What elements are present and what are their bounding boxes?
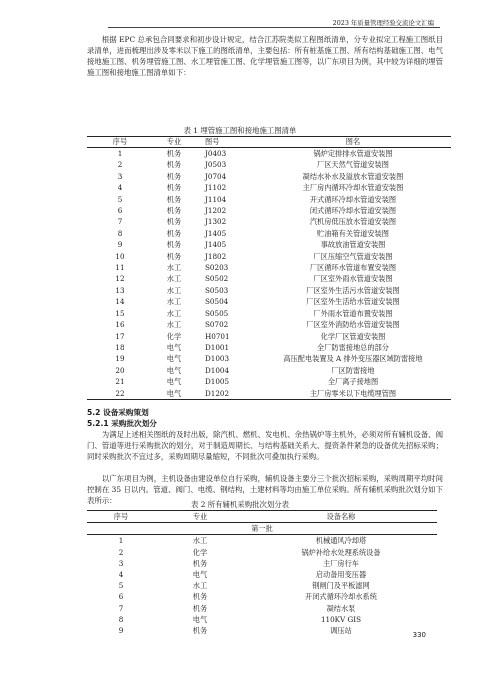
table-row xyxy=(87,228,451,239)
cell-no: 7 xyxy=(117,217,123,227)
table-row xyxy=(87,159,451,170)
cell-drawing-name: 凝结水补水及溢放水管道安装图 xyxy=(302,171,404,181)
table-row xyxy=(87,535,437,547)
cell-drawing-name: 厂外雨水管道布置安装图 xyxy=(313,308,393,318)
cell-specialty: 机务 xyxy=(166,183,182,193)
cell-specialty: 机务 xyxy=(166,206,182,216)
table-row xyxy=(87,331,451,342)
header-drawing-name: 图名 xyxy=(255,137,451,148)
table-row xyxy=(87,171,451,182)
cell-equipment-name: 开闭式循环冷却水系统 xyxy=(305,592,377,602)
cell-specialty: 机务 xyxy=(166,149,182,158)
table-row xyxy=(87,182,451,193)
cell-specialty: 机务 xyxy=(166,240,182,250)
table-row xyxy=(87,625,437,636)
cell-drawing-name: 开式循环冷却水管道安装图 xyxy=(309,194,397,204)
cell-drawing-name: 厂区循环水管道布置安装图 xyxy=(309,263,397,273)
intro-text: 根据 EPC 总承包合同要求和初步设计规定，结合江苏院类似工程图纸清单，分专业拟定工程施工图纸目录清单，进而梳理出涉及零米以下施工的图纸清单，主要包括：所有桩基施工图、所有结构基础施工图、电气接地施工图、机务埋管施工图、水工埋管施工图、化学埋管施工图等，以广东项目为例，其中较为详细的埋管施工图和接地施工图清单如下： xyxy=(87,35,443,77)
cell-no: 21 xyxy=(115,377,125,387)
cell-drawing-no: J1405 xyxy=(205,228,227,238)
table-row xyxy=(87,603,437,614)
cell-no: 11 xyxy=(115,263,125,273)
cell-specialty: 水工 xyxy=(166,320,182,330)
table-row xyxy=(87,319,451,330)
cell-specialty: 化学 xyxy=(192,547,208,557)
cell-specialty: 机务 xyxy=(192,626,208,636)
batch-row xyxy=(87,523,437,535)
cell-specialty: 机务 xyxy=(166,251,182,261)
paragraph-batch-division xyxy=(87,430,443,463)
header-equipment-name: 设备名称 xyxy=(245,511,437,523)
cell-drawing-no: D1001 xyxy=(205,342,230,352)
table-row xyxy=(87,614,437,625)
cell-drawing-name: 锅炉定排排水管道安装图 xyxy=(313,149,393,158)
intro-paragraph xyxy=(87,35,443,79)
cell-no: 4 xyxy=(118,570,124,580)
cell-equipment-name: 110KV GIS xyxy=(320,614,362,624)
cell-specialty: 电气 xyxy=(192,570,208,580)
header-specialty: 专业 xyxy=(153,137,195,148)
cell-drawing-no: J1302 xyxy=(205,217,227,227)
cell-equipment-name: 主厂房行车 xyxy=(323,558,359,568)
cell-drawing-name: 事故放油管道安装图 xyxy=(320,240,386,250)
cell-drawing-no: J1202 xyxy=(205,206,227,216)
cell-specialty: 电气 xyxy=(166,377,182,387)
table-row xyxy=(87,194,451,205)
cell-no: 13 xyxy=(115,285,125,295)
table1-caption: 表 1 埋管施工图和接地施工图清单 xyxy=(183,126,297,135)
cell-drawing-name: 高压配电装置及 A 排外变压器区域防雷接地 xyxy=(283,354,423,364)
cell-drawing-name: 厂区防雷接地 xyxy=(331,365,375,375)
cell-drawing-no: J0403 xyxy=(205,149,227,158)
cell-no: 3 xyxy=(118,558,124,568)
cell-drawing-name: 贮油箱有关管道安装图 xyxy=(317,228,389,238)
cell-specialty: 水工 xyxy=(192,536,208,546)
cell-specialty: 水工 xyxy=(166,263,182,273)
cell-drawing-name: 全厂防雷接地总的部分 xyxy=(317,342,389,352)
cell-drawing-no: D1004 xyxy=(205,365,230,375)
cell-drawing-name: 厂区天然气管道安装图 xyxy=(317,160,389,170)
cell-specialty: 机务 xyxy=(166,160,182,170)
table1-header-row xyxy=(87,137,451,148)
cell-specialty: 机务 xyxy=(166,217,182,227)
cell-no: 12 xyxy=(115,274,125,284)
cell-drawing-no: J0503 xyxy=(205,160,227,170)
cell-drawing-no: D1005 xyxy=(205,377,230,387)
table-row xyxy=(87,558,437,569)
cell-no: 10 xyxy=(115,251,125,261)
cell-specialty: 电气 xyxy=(166,354,182,364)
table-row xyxy=(87,388,451,400)
cell-drawing-no: D1202 xyxy=(195,388,255,400)
cell-no: 5 xyxy=(117,194,123,204)
cell-specialty: 机务 xyxy=(166,194,182,204)
cell-drawing-no: S0702 xyxy=(205,320,229,330)
cell-equipment-name: 调压站 xyxy=(330,626,352,636)
batch-label: 第一批 xyxy=(87,523,437,535)
cell-specialty: 水工 xyxy=(166,297,182,307)
cell-drawing-name: 主厂房零米以下电缆埋管图 xyxy=(255,388,451,400)
cell-specialty: 机务 xyxy=(166,228,182,238)
cell-no: 9 xyxy=(117,240,123,250)
table-row xyxy=(87,591,437,602)
table-row xyxy=(87,342,451,353)
table-row xyxy=(87,547,437,558)
guangdong-example-text: 以广东项目为例，主机设备由建设单位自行采购，辅机设备主要分三个批次招标采购，采购周期平均时间控制在 35 日以内。管道、阀门、电缆、钢结构，土建材料等均由施工单位采购。所有辅机采购批次划分如下表所示： xyxy=(87,474,443,505)
section-heading-5-2: 5.2 设备采购策划 xyxy=(87,408,149,417)
table-row xyxy=(87,239,451,250)
drawing-list-table xyxy=(87,136,451,400)
cell-drawing-name: 厂区压缩空气管道安装图 xyxy=(313,251,393,261)
cell-no: 3 xyxy=(117,171,123,181)
cell-specialty: 水工 xyxy=(166,274,182,284)
cell-drawing-no: J1405 xyxy=(205,240,227,250)
cell-no: 1 xyxy=(118,536,124,546)
cell-drawing-no: S0504 xyxy=(205,297,229,307)
cell-drawing-no: J1102 xyxy=(205,183,227,193)
cell-specialty: 机务 xyxy=(166,171,182,181)
cell-no: 8 xyxy=(117,228,123,238)
table-row xyxy=(87,365,451,376)
cell-no: 5 xyxy=(118,581,124,591)
table-row xyxy=(87,580,437,591)
section-heading-5-2-1: 5.2.1 采购批次划分 xyxy=(87,419,157,428)
cell-specialty: 电气 xyxy=(192,614,208,624)
table-row xyxy=(87,216,451,227)
cell-no: 9 xyxy=(118,626,124,636)
cell-drawing-no: S0203 xyxy=(205,263,229,273)
cell-equipment-name: 锅炉补给水处理系统设备 xyxy=(301,547,381,557)
cell-no: 2 xyxy=(118,547,124,557)
table-row xyxy=(87,376,451,387)
cell-equipment-name: 启动备用变压器 xyxy=(315,570,367,580)
table2-caption: 表 2 所有辅机采购批次划分表 xyxy=(190,500,290,509)
cell-no: 1 xyxy=(117,149,123,158)
cell-specialty: 机务 xyxy=(192,603,208,613)
cell-drawing-no: J0704 xyxy=(205,171,227,181)
cell-specialty: 电气 xyxy=(166,342,182,352)
running-header: 2023 年质量管理经验交流论文汇编 xyxy=(332,19,434,27)
cell-drawing-name: 厂区室外生活污水管道安装图 xyxy=(306,285,400,295)
cell-drawing-name: 全厂离子接地图 xyxy=(327,377,379,387)
table-row xyxy=(87,296,451,307)
cell-no: 16 xyxy=(115,320,125,330)
cell-equipment-name: 机械通风冷却塔 xyxy=(315,536,367,546)
cell-specialty: 水工 xyxy=(166,308,182,318)
cell-drawing-no: S0503 xyxy=(205,285,229,295)
cell-no: 8 xyxy=(118,614,124,624)
table-row xyxy=(87,285,451,296)
header-specialty: 专业 xyxy=(155,511,245,523)
cell-no: 7 xyxy=(118,603,124,613)
cell-drawing-no: J1802 xyxy=(205,251,227,261)
cell-drawing-no: S0505 xyxy=(205,308,229,318)
header-rule xyxy=(108,27,440,28)
table-row xyxy=(87,273,451,284)
cell-equipment-name: 钢闸门及平板滤网 xyxy=(312,581,370,591)
cell-specialty: 电气 xyxy=(166,365,182,375)
cell-specialty: 化学 xyxy=(166,331,182,341)
cell-no: 2 xyxy=(117,160,123,170)
cell-no: 22 xyxy=(87,388,153,400)
cell-drawing-name: 主厂房内循环冷却水管道安装图 xyxy=(302,183,404,193)
cell-specialty: 机务 xyxy=(192,558,208,568)
table-row xyxy=(87,308,451,319)
cell-drawing-name: 厂区室外雨水管道安装图 xyxy=(313,274,393,284)
cell-equipment-name: 凝结水泵 xyxy=(326,603,356,613)
page-number: 330 xyxy=(412,631,426,639)
cell-drawing-name: 汽机房低压放水管道安装图 xyxy=(309,217,397,227)
procurement-batch-table xyxy=(87,510,437,636)
cell-specialty: 水工 xyxy=(166,285,182,295)
cell-drawing-name: 厂区室外生活给水管道安装图 xyxy=(306,297,400,307)
cell-specialty: 水工 xyxy=(192,581,208,591)
table2-header-row xyxy=(87,511,437,523)
table-row xyxy=(87,353,451,364)
table-row xyxy=(87,251,451,262)
cell-no: 6 xyxy=(117,206,123,216)
header-no: 序号 xyxy=(87,137,153,148)
batch-division-text: 为满足上述相关图纸的及时出版，除汽机、燃机、发电机、余热锅炉等主机外，必须对所有辅机设备、阀门、管道等进行采购批次的划分，对于制造周期长、与结构基础关系大、提资条件紧急的设备优先招标采购；同时采购批次不宜过多，采购周期尽量缩短，不同批次可叠加执行采购。 xyxy=(87,430,443,461)
cell-no: 18 xyxy=(115,342,125,352)
table-row xyxy=(87,569,437,580)
header-no: 序号 xyxy=(87,511,155,523)
header-drawing-no: 图号 xyxy=(195,137,255,148)
table-row xyxy=(87,205,451,216)
cell-no: 14 xyxy=(115,297,125,307)
cell-no: 4 xyxy=(117,183,123,193)
cell-no: 19 xyxy=(115,354,125,364)
cell-no: 15 xyxy=(115,308,125,318)
table-row xyxy=(87,148,451,160)
cell-drawing-name: 厂区室外消防给水管道安装图 xyxy=(306,320,400,330)
table-row xyxy=(87,262,451,273)
cell-no: 6 xyxy=(118,592,124,602)
cell-specialty: 电气 xyxy=(153,388,195,400)
cell-drawing-no: S0502 xyxy=(205,274,229,284)
cell-specialty: 机务 xyxy=(192,592,208,602)
cell-drawing-no: J1104 xyxy=(205,194,227,204)
cell-drawing-no: D1003 xyxy=(205,354,230,364)
cell-no: 20 xyxy=(115,365,125,375)
cell-drawing-name: 闭式循环冷却水管道安装图 xyxy=(309,206,397,216)
cell-drawing-name: 化学厂区管道安装图 xyxy=(320,331,386,341)
cell-no: 17 xyxy=(115,331,125,341)
cell-drawing-no: H0701 xyxy=(205,331,230,341)
